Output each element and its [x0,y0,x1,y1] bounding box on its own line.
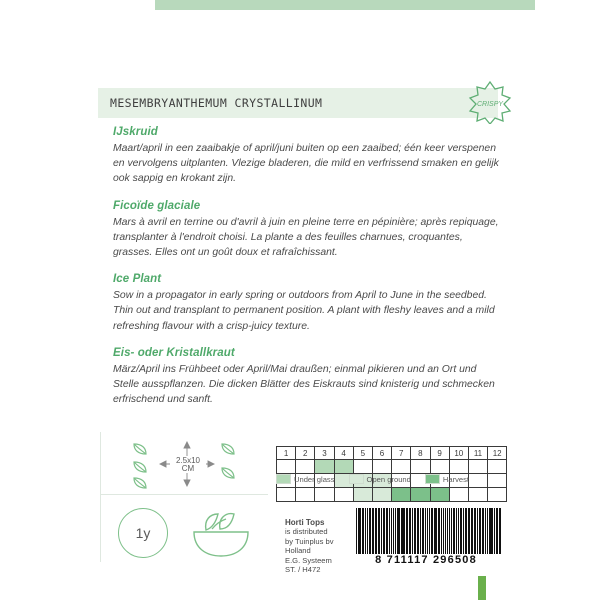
calendar-row-under-glass [277,460,507,474]
calendar-cell-harvest-3 [315,488,334,502]
barcode [350,508,502,570]
legend-swatch-open-ground [349,474,364,484]
calendar-cell-open-ground-12 [488,474,507,488]
top-decorative-bar [155,0,535,10]
legend-item-open-ground [349,474,411,484]
legend-swatch-harvest [425,474,440,484]
crispy-badge-icon [466,80,514,124]
calendar-month-2: 2 [296,447,315,460]
legend-swatch-under-glass [276,474,291,484]
calendar-month-11: 11 [468,447,487,460]
latin-name: MESEMBRYANTHEMUM CRYSTALLINUM [110,96,323,110]
calendar-cell-harvest-1 [277,488,296,502]
calendar-cell-under-glass-12 [488,460,507,474]
calendar-cell-harvest-6 [372,488,391,502]
calendar-cell-harvest-10 [449,488,468,502]
calendar-cell-under-glass-4 [334,460,353,474]
calendar-month-6: 6 [372,447,391,460]
calendar-month-10: 10 [449,447,468,460]
svg-text:CRISPY: CRISPY [476,101,504,108]
calendar-cell-under-glass-8 [411,460,430,474]
description-body-nl: Maart/april in een zaaibakje of april/juni buiten op een zaaibed; één keer verspenen en vervolgens uitplanten. Vlezige bladeren, die mild en verfrissend smaken en gelijk ook sappig en krokant zijn. [113,143,499,185]
calendar-cell-under-glass-3 [315,460,334,474]
lifecycle-label: 1y [135,525,151,541]
calendar-month-7: 7 [392,447,411,460]
legend-label-harvest: Harvest [442,474,470,484]
calendar-cell-under-glass-11 [468,460,487,474]
description-blocks [113,126,503,420]
description-body-en: Sow in a propagator in early spring or outdoors from April to June in the seedbed. Thin out and transplant to permanent position. A plant with fleshy leaves and a mild refreshing flavour with a crisp-juicy texture. [113,290,495,332]
bottom-decorative-bar [478,576,486,600]
calendar-cell-under-glass-10 [449,460,468,474]
calendar-month-9: 9 [430,447,449,460]
calendar-cell-under-glass-2 [296,460,315,474]
publisher-line-2: by Tuinplus bv [285,536,334,546]
publisher-name: Horti Tops [285,518,325,527]
description-title-de: Eis- oder Kristallkraut [113,346,235,359]
description-title-en: Ice Plant [113,273,162,286]
description-block-de [113,347,503,408]
legend-label-under-glass: Under glass [294,474,335,484]
calendar-cell-harvest-4 [334,488,353,502]
calendar-cell-under-glass-6 [372,460,391,474]
publisher-line-5: ST. / H472 [285,565,321,575]
calendar-cell-harvest-8 [411,488,430,502]
description-block-fr [113,200,503,261]
salad-bowl-icon [186,504,256,560]
calendar-header-row [277,447,507,460]
calendar-cell-harvest-7 [392,488,411,502]
calendar-cell-under-glass-5 [353,460,372,474]
calendar-month-4: 4 [334,447,353,460]
calendar-month-5: 5 [353,447,372,460]
lifecycle-icon [118,508,168,558]
calendar-cell-harvest-11 [468,488,487,502]
calendar-cell-harvest-2 [296,488,315,502]
calendar-cell-open-ground-11 [468,474,487,488]
icon-area [100,432,270,572]
calendar-cell-under-glass-9 [430,460,449,474]
description-title-fr: Ficoïde glaciale [113,199,201,212]
legend-item-under-glass [276,474,335,484]
calendar-month-12: 12 [488,447,507,460]
legend-label-open-ground: Open ground [366,474,411,484]
barcode-number: 8 711117 296508 [375,554,477,566]
calendar-month-1: 1 [277,447,296,460]
calendar-row-harvest [277,488,507,502]
calendar-month-3: 3 [315,447,334,460]
calendar-cell-under-glass-7 [392,460,411,474]
publisher-line-4: E.G. Systeem [285,555,332,565]
svg-text:CM: CM [181,464,195,473]
description-block-en [113,273,503,334]
calendar-month-8: 8 [411,447,430,460]
description-body-de: März/April ins Frühbeet oder April/Mai draußen; einmal pikieren und an Ort und Stelle ausspflanzen. Die dicken Blätter des Eiskrauts sind knisterig und schmecken erfrischend und sanft. [113,363,495,406]
barcode-bars [356,508,502,554]
description-block-nl [113,126,503,187]
publisher-line-1: is distributed [285,527,328,537]
svg-text:2.5x10: 2.5x10 [175,456,201,465]
calendar-legend [276,474,469,484]
calendar-cell-under-glass-1 [277,460,296,474]
publisher-line-3: Holland [285,546,311,556]
plant-spacing-icon [114,438,264,490]
calendar-cell-harvest-5 [353,488,372,502]
calendar-cell-harvest-9 [430,488,449,502]
calendar-cell-harvest-12 [488,488,507,502]
latin-name-banner [98,88,498,118]
legend-item-harvest [425,474,469,484]
description-title-nl: IJskruid [113,126,158,138]
description-body-fr: Mars à avril en terrine ou d'avril à juin en pleine terre en pépinière; après repiquage, transplanter à l'endroit choisi. La plante a des feuilles charnues, croquantes, grasses. Elles ont un goût doux et rafraîchissant. [113,216,499,259]
